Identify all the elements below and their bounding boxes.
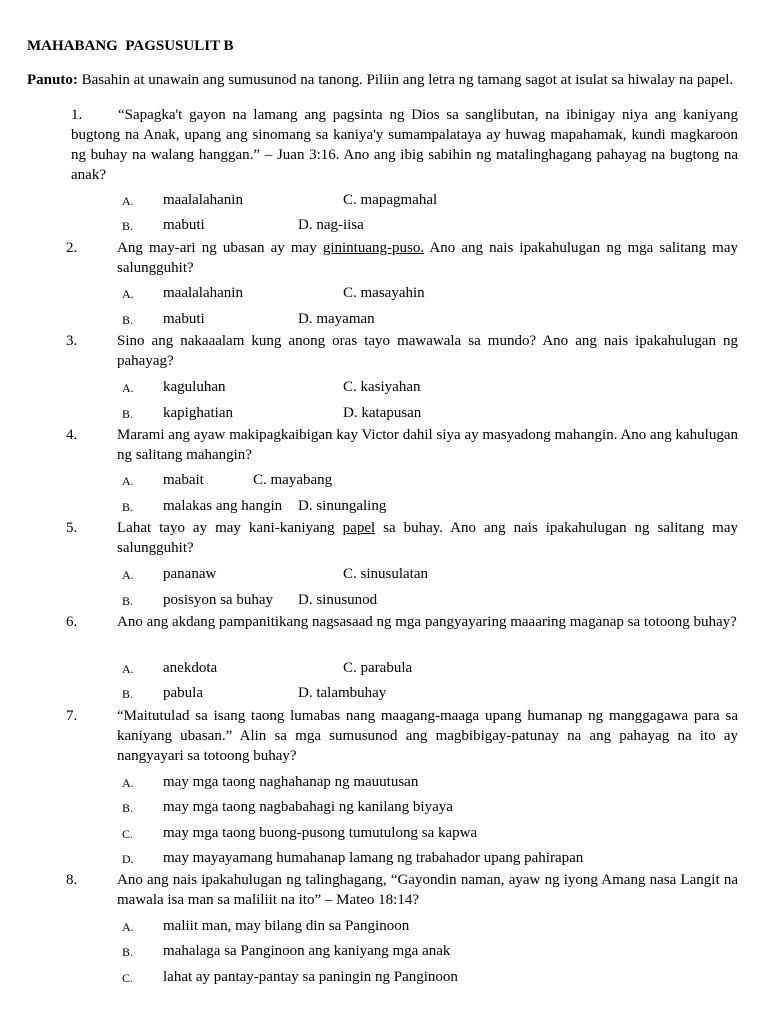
option-text: lahat ay pantay-pantay sa paningin ng Panginoon [163,969,458,985]
option-text-right: D. nag-iisa [298,217,364,233]
exam-title: MAHABANG PAGSUSULIT B [27,38,234,54]
option-letter: A. [122,568,134,582]
option-text: mahalaga sa Panginoon ang kaniyang mga anak [163,943,451,959]
option-letter: B. [122,945,134,959]
question-text [117,238,738,278]
option-letter: B. [122,594,134,608]
option-text: maalalahanin [163,192,243,208]
option-letter: A. [122,287,134,301]
option-text: maalalahanin [163,285,243,301]
question-number: 4. [66,427,78,443]
option-text-right: C. mayabang [253,472,333,488]
option-text: mabuti [163,217,205,233]
option-text: maliit man, may bilang din sa Panginoon [163,918,410,934]
instruction-label: Panuto: [27,72,78,88]
option-text-right: D. katapusan [343,405,422,421]
option-letter: B. [122,313,134,327]
option-text: pananaw [163,566,217,582]
question-text: Ano ang akdang pampanitikang nagsasaad ng mga pangyayaring maaaring maganap sa totoong buhay? [117,614,737,630]
question-number: 8. [66,872,78,888]
option-letter: D. [122,852,134,866]
question-number: 2. [66,240,78,256]
question-text: “Maitutulad sa isang taong lumabas nang maagang-maaga upang humanap ng manggagawa para sa kaniyang ubasan.” Alin sa mga sumusunod ang magbibigay-patunay na ang pahayag na ito ay nangyayari sa totoong buhay? [117,708,738,764]
question-number: 5. [66,520,78,536]
question-text-pre: Lahat tayo ay may kani-kaniyang [117,520,343,536]
question-text [71,105,738,185]
option-text: kaguluhan [163,379,226,395]
option-letter: C. [122,971,134,985]
option-text-right: D. talambuhay [298,685,387,701]
option-text: mabait [163,472,204,488]
question-text [117,518,738,558]
option-text: may mga taong nagbabahagi ng kanilang biyaya [163,799,453,815]
option-letter: A. [122,662,134,676]
option-text: pabula [163,685,203,701]
underlined-term: papel [342,520,376,536]
option-letter: A. [122,381,134,395]
option-text: malakas ang hangin [163,498,283,514]
option-text-right: D. sinusunod [298,592,378,608]
question-text-pre: Ang may-ari ng ubasan ay may [117,240,323,256]
option-text: may mga taong naghahanap ng mauutusan [163,774,419,790]
option-letter: A. [122,776,134,790]
question-number: 3. [66,333,78,349]
option-text-right: C. masayahin [343,285,425,301]
question-text-post: Ano ang nais ipakahulugan ng mga salitang may salungguhit? [117,240,738,276]
option-text: anekdota [163,660,218,676]
option-text: posisyon sa buhay [163,592,273,608]
option-text-right: C. kasiyahan [343,379,421,395]
question-number: 7. [66,708,78,724]
question-number: 1. [71,107,83,123]
option-text-right: C. parabula [343,660,413,676]
option-text-right: D. mayaman [298,311,375,327]
option-text: may mga taong buong-pusong tumutulong sa kapwa [163,825,478,841]
option-letter: A. [122,920,134,934]
underlined-term: ginintuang-puso. [322,240,425,256]
option-text-right: C. sinusulatan [343,566,428,582]
option-text: mabuti [163,311,205,327]
instruction-text: Basahin at unawain ang sumusunod na tanong. Piliin ang letra ng tamang sagot at isulat sa hiwalay na papel. [81,72,734,88]
option-letter: A. [122,474,134,488]
option-letter: B. [122,219,134,233]
question-text-post: sa buhay. Ano ang nais ipakahulugan ng salitang may salungguhit? [117,520,738,556]
option-text: kapighatian [163,405,233,421]
option-letter: C. [122,827,134,841]
option-letter: B. [122,801,134,815]
question-number: 6. [66,614,78,630]
option-text: may mayayamang humahanap lamang ng trabahador upang pahirapan [163,850,584,866]
question-text: Ano ang nais ipakahulugan ng talinghagang, “Gayondin naman, ayaw ng iyong Amang nasa Langit na mawala isa man sa maliliit na ito” – Mateo 18:14? [117,872,738,908]
instructions [27,70,742,90]
option-letter: B. [122,407,134,421]
option-text-right: D. sinungaling [298,498,387,514]
question-body: “Sapagka't gayon na lamang ang pagsinta ng Dios sa sanglibutan, na ibinigay niya ang kaniyang bugtong na Anak, upang ang sinomang sa kaniya'y sumampalataya ay huwag mapahamak, kundi magkaroon ng buhay na walang hanggan.” – Juan 3:16. Ano ang ibig sabihin ng matalinghagang pahayag na bugtong na anak? [71,107,738,183]
option-letter: A. [122,194,134,208]
option-text-right: C. mapagmahal [343,192,438,208]
question-text: Marami ang ayaw makipagkaibigan kay Victor dahil siya ay masyadong mahangin. Ano ang kahulugan ng salitang mahangin? [117,427,738,463]
option-letter: B. [122,687,134,701]
question-text: Sino ang nakaaalam kung anong oras tayo mawawala sa mundo? Ano ang nais ipakahulugan ng pahayag? [117,333,738,369]
option-letter: B. [122,500,134,514]
